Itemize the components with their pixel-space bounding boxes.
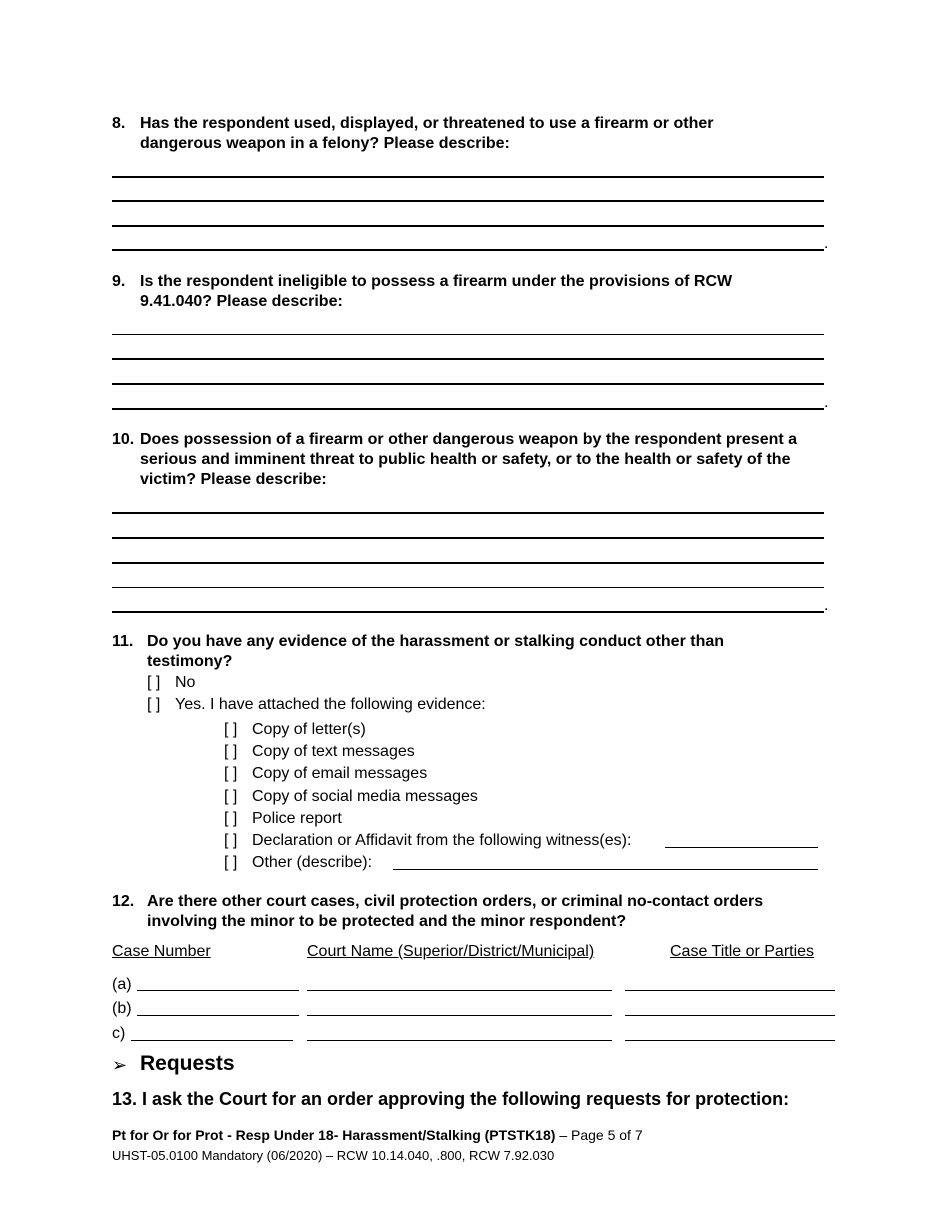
answer-line[interactable] — [112, 334, 824, 335]
question-11-text: Do you have any evidence of the harassment or stalking conduct other than testimony? — [147, 633, 725, 670]
answer-end-mark: . — [824, 394, 829, 411]
case-title-field[interactable] — [625, 1040, 835, 1041]
case-title-field[interactable] — [625, 990, 835, 991]
court-name-field[interactable] — [307, 990, 612, 991]
answer-line[interactable] — [112, 225, 824, 227]
question-11-number: 11. — [112, 633, 134, 650]
evidence-label: Police report — [252, 810, 342, 827]
checkbox[interactable]: [ ] — [224, 743, 238, 760]
answer-line[interactable] — [112, 562, 824, 564]
checkbox[interactable]: [ ] — [224, 854, 238, 871]
case-number-field[interactable] — [131, 1040, 293, 1041]
answer-line[interactable] — [112, 383, 824, 385]
evidence-police-report[interactable] — [224, 809, 342, 829]
row-label-a: (a) — [112, 976, 132, 993]
option-label: Yes. I have attached the following evidence: — [175, 696, 486, 713]
checkbox[interactable]: [ ] — [224, 832, 238, 849]
answer-line[interactable] — [112, 512, 824, 514]
question-8-number: 8. — [112, 115, 126, 132]
evidence-other[interactable] — [224, 853, 372, 873]
court-name-field[interactable] — [307, 1015, 612, 1016]
footer-form-title: Pt for Or for Prot - Resp Under 18- Harassment/Stalking (PTSTK18) — [112, 1127, 556, 1143]
case-number-field[interactable] — [137, 990, 299, 991]
evidence-label: Declaration or Affidavit from the following witness(es): — [252, 832, 632, 849]
answer-line[interactable] — [112, 249, 824, 251]
question-8-text: Has the respondent used, displayed, or threatened to use a firearm or other dangerous weapon in a felony? Please describe: — [140, 115, 714, 152]
footer-form-id: UHST-05.0100 Mandatory (06/2020) – RCW 10.14.040, .800, RCW 7.92.030 — [112, 1148, 555, 1163]
column-court-name: Court Name (Superior/District/Municipal) — [307, 943, 595, 960]
question-13-text: 13. I ask the Court for an order approving the following requests for protection: — [112, 1089, 790, 1109]
footer-title-line — [112, 1126, 643, 1144]
evidence-label: Copy of letter(s) — [252, 721, 366, 738]
answer-line[interactable] — [112, 176, 824, 178]
evidence-label: Copy of email messages — [252, 765, 428, 782]
answer-line[interactable] — [112, 408, 824, 410]
question-10-number: 10. — [112, 431, 135, 448]
answer-line[interactable] — [112, 611, 824, 613]
checkbox[interactable]: [ ] — [224, 765, 238, 782]
evidence-label: Other (describe): — [252, 854, 373, 871]
arrow-bullet-icon: ➢ — [112, 1055, 128, 1075]
checkbox[interactable]: [ ] — [147, 696, 161, 713]
answer-line[interactable] — [112, 200, 824, 202]
answer-line[interactable] — [112, 358, 824, 360]
footer-page-number: – Page 5 of 7 — [559, 1127, 643, 1143]
column-case-number: Case Number — [112, 943, 211, 960]
evidence-label: Copy of text messages — [252, 743, 415, 760]
checkbox[interactable]: [ ] — [224, 721, 238, 738]
evidence-email-messages[interactable] — [224, 764, 427, 784]
evidence-text-messages[interactable] — [224, 742, 415, 762]
answer-end-mark: . — [824, 597, 829, 614]
answer-end-mark: . — [824, 235, 829, 252]
question-12-text: Are there other court cases, civil protection orders, or criminal no-contact orders involving the minor to be protected and the minor respondent? — [147, 893, 764, 930]
question-9-number: 9. — [112, 273, 126, 290]
option-no[interactable] — [147, 673, 195, 693]
evidence-letters[interactable] — [224, 720, 366, 740]
question-9-text: Is the respondent ineligible to possess a firearm under the provisions of RCW 9.41.040? Please describe: — [140, 273, 733, 310]
other-fill-line[interactable] — [393, 869, 818, 870]
question-10-text: Does possession of a firearm or other dangerous weapon by the respondent present a serious and imminent threat to public health or safety, or to the health or safety of the victim? Please describe: — [140, 431, 798, 488]
witness-fill-line[interactable] — [665, 847, 818, 848]
checkbox[interactable]: [ ] — [147, 674, 161, 691]
option-label: No — [175, 674, 196, 691]
section-title: Requests — [140, 1052, 235, 1075]
row-label-c: c) — [112, 1025, 126, 1042]
checkbox[interactable]: [ ] — [224, 788, 238, 805]
option-yes[interactable] — [147, 695, 486, 715]
column-case-title: Case Title or Parties — [670, 943, 815, 960]
case-title-field[interactable] — [625, 1015, 835, 1016]
evidence-declaration[interactable] — [224, 831, 631, 851]
answer-line[interactable] — [112, 587, 824, 588]
case-number-field[interactable] — [137, 1015, 299, 1016]
evidence-social-media[interactable] — [224, 787, 478, 807]
checkbox[interactable]: [ ] — [224, 810, 238, 827]
answer-line[interactable] — [112, 537, 824, 539]
evidence-label: Copy of social media messages — [252, 788, 478, 805]
court-name-field[interactable] — [307, 1040, 612, 1041]
question-12-number: 12. — [112, 893, 135, 910]
row-label-b: (b) — [112, 1000, 132, 1017]
